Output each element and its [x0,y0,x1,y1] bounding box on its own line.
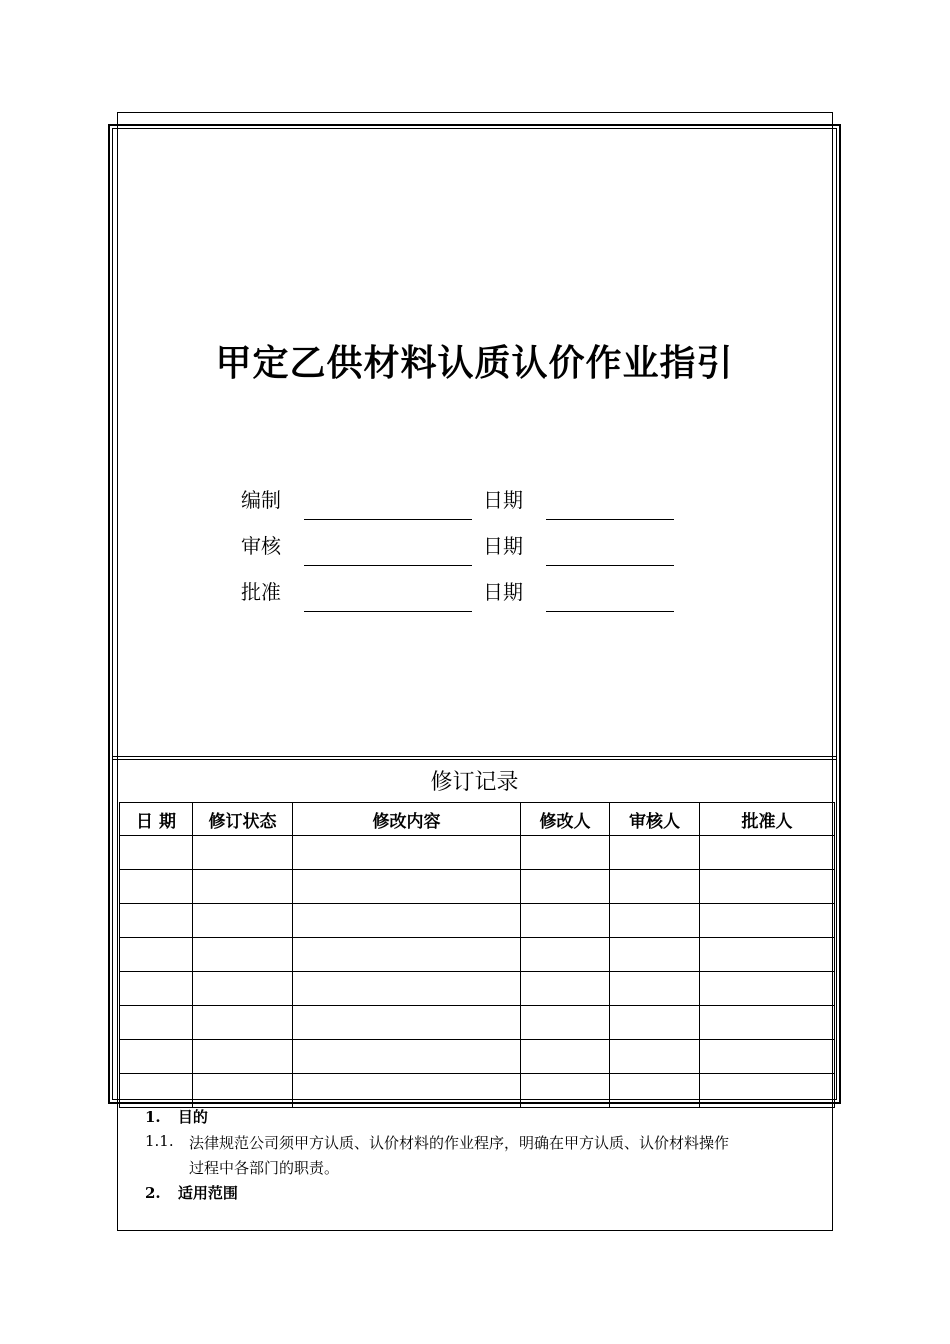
revision-cell [120,972,193,1006]
revision-cell [193,904,293,938]
revision-cell [293,972,521,1006]
revision-cell [521,836,610,870]
revision-cell [610,836,700,870]
revision-cell [293,836,521,870]
section-1-number: 1. [145,1108,161,1126]
revision-cell [293,870,521,904]
revision-row [120,904,835,938]
revision-cell [700,938,835,972]
section-2 [145,1182,238,1203]
revision-cell [700,1006,835,1040]
revision-table-body [120,836,835,1108]
signoff-date-line-compile [546,519,674,520]
revision-cell [700,870,835,904]
revision-cell [521,1074,610,1108]
signoff-role-review: 审核 [241,534,281,558]
revision-cell [610,904,700,938]
revision-cell [120,836,193,870]
revision-cell [120,870,193,904]
revision-cell [120,938,193,972]
revision-cell [610,972,700,1006]
revision-cell [610,1006,700,1040]
revision-header-date: 日 期 [120,803,193,836]
revision-header-status: 修订状态 [193,803,293,836]
revision-row [120,938,835,972]
revision-cell [521,904,610,938]
revision-cell [193,836,293,870]
revision-cell [700,1074,835,1108]
revision-cell [120,1074,193,1108]
revision-row [120,1040,835,1074]
signoff-date-line-review [546,565,674,566]
revision-header-content: 修改内容 [293,803,521,836]
section-1-1-text-line2: 过程中各部门的职责。 [189,1159,340,1177]
signoff-line-compile [304,519,472,520]
section-1-1-text-line1: 法律规范公司须甲方认质、认价材料的作业程序，明确在甲方认质、认价材料操作 [189,1134,730,1152]
revision-cell [610,1074,700,1108]
revision-cell [193,972,293,1006]
revision-cell [193,1006,293,1040]
revision-divider-inner [113,759,836,760]
revision-row [120,1006,835,1040]
section-1 [145,1106,208,1127]
revision-cell [193,938,293,972]
revision-cell [120,1040,193,1074]
revision-cell [521,1040,610,1074]
revision-cell [700,904,835,938]
document-title: 甲定乙供材料认质认价作业指引 [215,343,734,384]
revision-row [120,870,835,904]
revision-divider [113,756,836,757]
revision-header-reviewer: 审核人 [610,803,700,836]
revision-cell [521,1006,610,1040]
revision-cell [521,972,610,1006]
cover-frame [108,124,841,1104]
signoff-date-line-approve [546,611,674,612]
revision-cell [521,938,610,972]
revision-header-row [120,803,835,836]
revision-cell [610,938,700,972]
revision-cell [700,972,835,1006]
section-2-number: 2. [145,1184,161,1202]
signoff-line-review [304,565,472,566]
revision-cell [193,870,293,904]
signoff-date-label-compile: 日期 [483,488,523,512]
revision-cell [293,1074,521,1108]
section-1-1-number: 1.1. [145,1132,174,1150]
section-2-heading: 适用范围 [177,1184,238,1202]
revision-row [120,836,835,870]
revision-cell [120,904,193,938]
revision-cell [610,870,700,904]
signoff-line-approve [304,611,472,612]
revision-row [120,972,835,1006]
revision-cell [521,870,610,904]
revision-header-modifier: 修改人 [521,803,610,836]
section-1-heading: 目的 [177,1108,208,1126]
revision-table [119,802,835,1108]
revision-cell [610,1040,700,1074]
revision-cell [193,1074,293,1108]
revision-row [120,1074,835,1108]
signoff-date-label-review: 日期 [483,534,523,558]
signoff-role-approve: 批准 [241,580,281,604]
revision-cell [700,836,835,870]
revision-cell [120,1006,193,1040]
revision-cell [193,1040,293,1074]
revision-title: 修订记录 [430,770,519,795]
revision-cell [293,904,521,938]
revision-cell [293,1040,521,1074]
revision-header-approver: 批准人 [700,803,835,836]
revision-cell [293,1006,521,1040]
signoff-date-label-approve: 日期 [483,580,523,604]
revision-cell [700,1040,835,1074]
revision-cell [293,938,521,972]
signoff-role-compile: 编制 [241,488,281,512]
cover-inner-frame [112,128,837,1100]
